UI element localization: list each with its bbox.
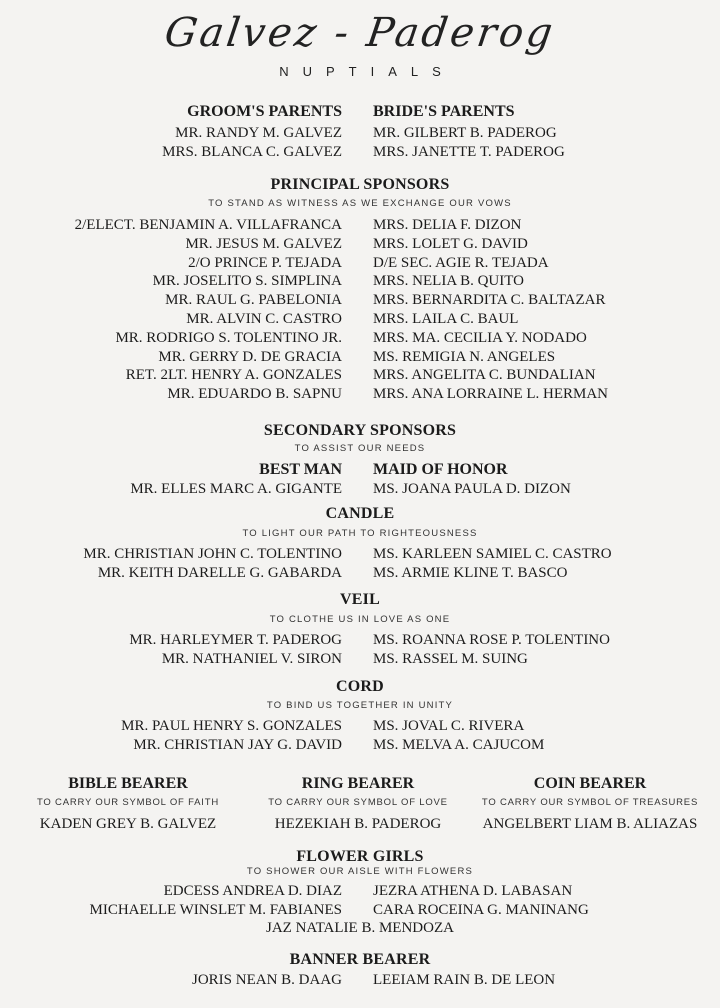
list-item: MRS. DELIA F. DIZON xyxy=(373,217,522,233)
cord-subheading: TO BIND US TOGETHER IN UNITY xyxy=(266,700,454,711)
groom-parents-list xyxy=(162,124,342,162)
maid-of-honor-name: MS. JOANA PAULA D. DIZON xyxy=(373,481,571,497)
list-item: RET. 2LT. HENRY A. GONZALES xyxy=(125,367,342,384)
list-item: MS. ARMIE KLINE T. BASCO xyxy=(373,564,568,581)
list-item: D/E SEC. AGIE R. TEJADA xyxy=(373,254,549,271)
list-item: MR. RODRIGO S. TOLENTINO JR. xyxy=(115,329,342,346)
banner-bearer-heading: BANNER BEARER xyxy=(289,951,431,968)
coin-bearer xyxy=(472,775,708,833)
list-item: MS. RASSEL M. SUING xyxy=(373,650,528,667)
flower-girls-right xyxy=(373,882,589,920)
list-item: MR. CHRISTIAN JOHN C. TOLENTINO xyxy=(83,546,342,562)
bible-bearer xyxy=(18,775,238,833)
list-item: MICHAELLE WINSLET M. FABIANES xyxy=(89,901,342,918)
best-man-heading: BEST MAN xyxy=(259,461,342,478)
maid-of-honor-heading: MAID OF HONOR xyxy=(373,461,508,478)
bride-parents-list xyxy=(373,124,565,162)
ring-bearer xyxy=(248,775,468,833)
candle-left xyxy=(83,545,342,583)
cord-right xyxy=(373,717,544,755)
veil-heading: VEIL xyxy=(340,591,380,608)
bride-parents-heading: BRIDE'S PARENTS xyxy=(373,103,515,120)
list-item: MR. PAUL HENRY S. GONZALES xyxy=(121,718,342,734)
header xyxy=(0,0,720,90)
list-item: MRS. BERNARDITA C. BALTAZAR xyxy=(373,292,606,309)
candle-right xyxy=(373,545,612,583)
bible-bearer-subheading: TO CARRY OUR SYMBOL OF FAITH xyxy=(37,797,219,808)
list-item: CARA ROCEINA G. MANINANG xyxy=(373,901,589,918)
list-item: MR. KEITH DARELLE G. GABARDA xyxy=(97,564,342,581)
banner-bearer-right: LEEIAM RAIN B. DE LEON xyxy=(373,972,556,988)
bible-bearer-heading: BIBLE BEARER xyxy=(68,775,188,792)
list-item: MRS. LAILA C. BAUL xyxy=(373,310,519,327)
flower-girls-subheading: TO SHOWER OUR AISLE WITH FLOWERS xyxy=(246,866,474,877)
list-item: MRS. ANA LORRAINE L. HERMAN xyxy=(373,386,609,403)
cord-left xyxy=(121,717,342,755)
principal-sponsors-subheading: TO STAND AS WITNESS AS WE EXCHANGE OUR VOWS xyxy=(208,198,512,209)
list-item: MS. MELVA A. CAJUCOM xyxy=(373,736,545,753)
list-item: MR. RANDY M. GALVEZ xyxy=(175,125,342,141)
list-item: MRS. ANGELITA C. BUNDALIAN xyxy=(373,367,596,384)
list-item: MR. JOSELITO S. SIMPLINA xyxy=(152,273,342,290)
flower-girls-heading: FLOWER GIRLS xyxy=(296,848,424,865)
list-item: MS. ROANNA ROSE P. TOLENTINO xyxy=(373,632,610,648)
bible-bearer-name: KADEN GREY B. GALVEZ xyxy=(39,816,217,832)
list-item: MS. JOVAL C. RIVERA xyxy=(373,718,525,734)
principal-sponsors-left xyxy=(75,216,342,404)
principal-sponsors-right xyxy=(373,216,608,404)
flower-girl-center: JAZ NATALIE B. MENDOZA xyxy=(266,920,454,936)
ring-bearer-subheading: TO CARRY OUR SYMBOL OF LOVE xyxy=(268,797,448,808)
veil-right xyxy=(373,631,610,669)
list-item: MR. RAUL G. PABELONIA xyxy=(165,292,342,309)
list-item: MS. KARLEEN SAMIEL C. CASTRO xyxy=(373,546,612,562)
ring-bearer-heading: RING BEARER xyxy=(301,775,415,792)
veil-left xyxy=(129,631,342,669)
list-item: MRS. BLANCA C. GALVEZ xyxy=(162,143,342,160)
flower-girls-left xyxy=(90,882,343,920)
list-item: MR. NATHANIEL V. SIRON xyxy=(161,650,342,667)
veil-subheading: TO CLOTHE US IN LOVE AS ONE xyxy=(269,614,451,625)
list-item: MR. HARLEYMER T. PADEROG xyxy=(129,632,342,648)
list-item: EDCESS ANDREA D. DIAZ xyxy=(163,883,342,899)
list-item: MRS. LOLET G. DAVID xyxy=(373,235,528,252)
list-item: MR. EDUARDO B. SAPNU xyxy=(167,386,342,403)
list-item: JEZRA ATHENA D. LABASAN xyxy=(373,883,573,899)
secondary-sponsors-subheading: TO ASSIST OUR NEEDS xyxy=(294,443,426,454)
list-item: 2/O PRINCE P. TEJADA xyxy=(188,254,342,271)
script-title: Galvez - Paderog xyxy=(161,10,559,56)
list-item: MS. REMIGIA N. ANGELES xyxy=(373,348,556,365)
secondary-sponsors-heading: SECONDARY SPONSORS xyxy=(263,422,457,439)
list-item: MRS. MA. CECILIA Y. NODADO xyxy=(373,329,587,346)
list-item: MR. ALVIN C. CASTRO xyxy=(186,310,342,327)
list-item: MRS. JANETTE T. PADEROG xyxy=(373,143,565,160)
list-item: MR. CHRISTIAN JAY G. DAVID xyxy=(133,736,342,753)
principal-sponsors-heading: PRINCIPAL SPONSORS xyxy=(270,176,450,193)
best-man-name: MR. ELLES MARC A. GIGANTE xyxy=(130,481,342,497)
groom-parents-heading: GROOM'S PARENTS xyxy=(187,103,342,120)
coin-bearer-heading: COIN BEARER xyxy=(533,775,647,792)
coin-bearer-subheading: TO CARRY OUR SYMBOL OF TREASURES xyxy=(481,797,699,808)
list-item: MRS. NELIA B. QUITO xyxy=(373,273,524,290)
list-item: MR. GILBERT B. PADEROG xyxy=(373,125,557,141)
list-item: MR. GERRY D. DE GRACIA xyxy=(158,348,342,365)
coin-bearer-name: ANGELBERT LIAM B. ALIAZAS xyxy=(482,816,698,832)
ring-bearer-name: HEZEKIAH B. PADEROG xyxy=(274,816,442,832)
subtitle: NUPTIALS xyxy=(279,64,455,79)
candle-heading: CANDLE xyxy=(325,505,395,522)
cord-heading: CORD xyxy=(336,678,384,695)
banner-bearer-left: JORIS NEAN B. DAAG xyxy=(191,972,342,988)
candle-subheading: TO LIGHT OUR PATH TO RIGHTEOUSNESS xyxy=(242,528,478,539)
list-item: 2/ELECT. BENJAMIN A. VILLAFRANCA xyxy=(74,217,342,233)
list-item: MR. JESUS M. GALVEZ xyxy=(185,235,342,252)
